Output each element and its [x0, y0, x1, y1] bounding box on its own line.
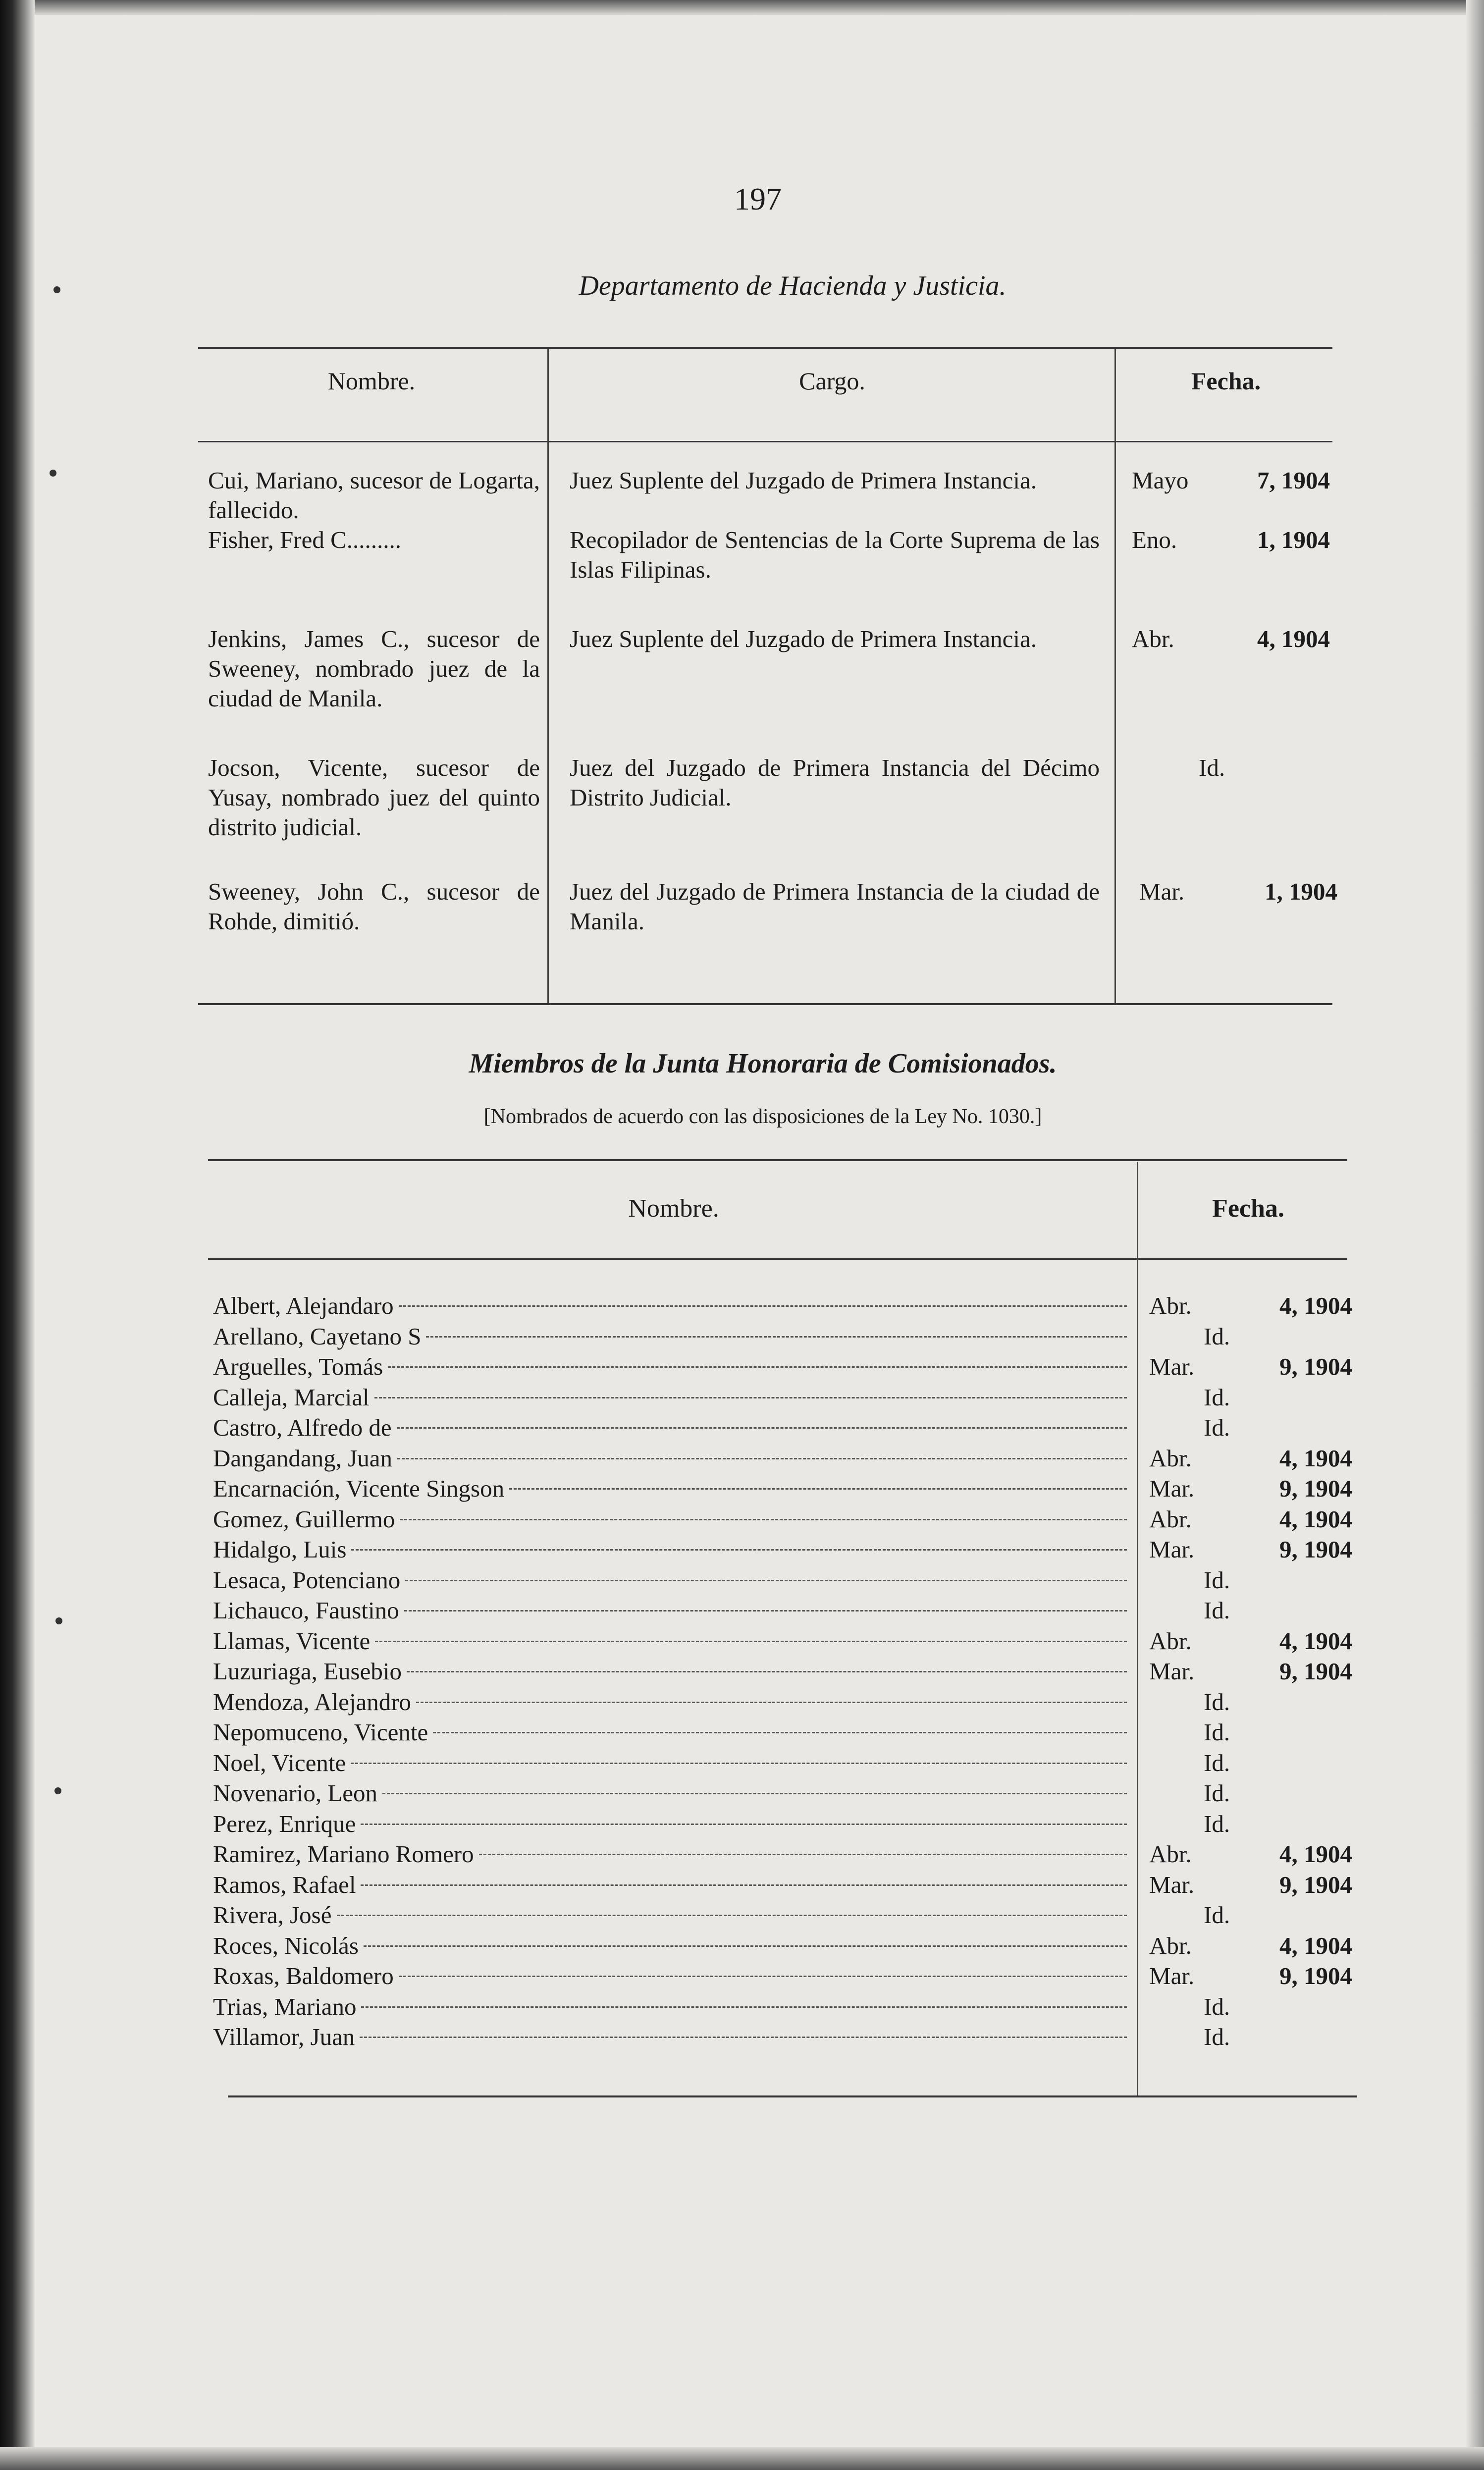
date-month: Id. — [1204, 1414, 1230, 1441]
dot-leader — [397, 1427, 1127, 1429]
member-name: Gomez, Guillermo — [213, 1505, 395, 1533]
table1-header-rule — [198, 441, 1332, 442]
table1-row-name: Sweeney, John C., sucesor de Rohde, dimitió. — [208, 878, 540, 935]
table1-row-position: Juez Suplente del Juzgado de Primera Instancia. — [570, 467, 1037, 494]
dot-leader — [405, 1580, 1127, 1581]
date-day-year: 4, 1904 — [1279, 1505, 1352, 1533]
table-row — [213, 1656, 1127, 1686]
date-month: Mar. — [1149, 1353, 1195, 1380]
member-name: Villamor, Juan — [213, 2023, 355, 2050]
table-row — [213, 1961, 1127, 1991]
date-month: Abr. — [1149, 1292, 1192, 1319]
table1-row-name: Jocson, Vicente, sucesor de Yusay, nombrado juez del quinto distrito judicial. — [208, 754, 540, 841]
table1-header-date: Fecha. — [1191, 367, 1261, 395]
date-day-year: 9, 1904 — [1279, 1353, 1352, 1380]
member-date — [1149, 1961, 1352, 1991]
table-row — [213, 1778, 1127, 1808]
page-number: 197 — [734, 181, 782, 216]
member-name: Rivera, José — [213, 1901, 332, 1929]
table1-row-month: Mar. — [1139, 878, 1185, 905]
dot-leader — [404, 1610, 1127, 1611]
member-date — [1149, 1504, 1352, 1534]
scan-edge-bottom — [0, 2447, 1484, 2470]
table1-row-day-year: 1, 1904 — [1265, 878, 1337, 905]
table-row — [213, 1626, 1127, 1656]
table1-row-position: Juez del Juzgado de Primera Instancia de la ciudad de Manila. — [570, 878, 1100, 935]
dot-leader — [361, 2006, 1127, 2008]
member-date — [1149, 1443, 1352, 1473]
table2-header-date: Fecha. — [1212, 1194, 1284, 1223]
member-name: Encarnación, Vicente Singson — [213, 1475, 505, 1502]
table-row — [213, 1534, 1127, 1564]
member-name: Ramirez, Mariano Romero — [213, 1840, 474, 1868]
date-day-year: 4, 1904 — [1279, 1445, 1352, 1472]
member-name: Novenario, Leon — [213, 1779, 377, 1807]
table1-row-day-year: 7, 1904 — [1257, 467, 1330, 494]
member-name: Arellano, Cayetano S — [213, 1323, 422, 1350]
table1-row-month: Abr. — [1132, 625, 1174, 652]
table-row — [213, 1565, 1127, 1595]
dot-leader — [382, 1793, 1127, 1794]
member-date — [1149, 2022, 1352, 2052]
date-month: Mar. — [1149, 1475, 1195, 1502]
table1-header-name: Nombre. — [327, 367, 416, 395]
date-month: Abr. — [1149, 1840, 1192, 1868]
dot-leader — [337, 1915, 1127, 1916]
date-month: Id. — [1204, 1779, 1230, 1807]
table-row — [213, 1595, 1127, 1625]
date-month: Abr. — [1149, 1445, 1192, 1472]
scan-edge-top — [0, 0, 1484, 15]
member-name: Llamas, Vicente — [213, 1627, 371, 1655]
dot-leader — [360, 2037, 1127, 2038]
date-month: Abr. — [1149, 1932, 1192, 1959]
dot-leader — [361, 1884, 1127, 1886]
member-name: Roces, Nicolás — [213, 1932, 359, 1959]
table-row — [213, 1809, 1127, 1839]
date-month: Abr. — [1149, 1505, 1192, 1533]
member-name: Nepomuceno, Vicente — [213, 1718, 428, 1746]
date-day-year: 9, 1904 — [1279, 1536, 1352, 1563]
date-month: Id. — [1204, 1688, 1230, 1716]
table-row — [213, 1870, 1127, 1900]
table-row — [213, 1412, 1127, 1443]
dot-leader — [351, 1763, 1127, 1764]
table-row — [213, 1382, 1127, 1412]
date-month: Mar. — [1149, 1962, 1195, 1989]
date-day-year: 4, 1904 — [1279, 1840, 1352, 1868]
table-row — [213, 2022, 1127, 2052]
member-date — [1149, 1656, 1352, 1686]
date-day-year: 4, 1904 — [1279, 1627, 1352, 1655]
date-month: Id. — [1204, 1993, 1230, 2020]
member-name: Calleja, Marcial — [213, 1384, 370, 1411]
table1-row-day-year: 1, 1904 — [1257, 526, 1330, 553]
date-day-year: 9, 1904 — [1279, 1658, 1352, 1685]
member-date — [1149, 1900, 1352, 1930]
member-name: Arguelles, Tomás — [213, 1353, 383, 1380]
member-name: Noel, Vicente — [213, 1749, 346, 1776]
scan-edge-right — [1466, 0, 1484, 2470]
date-day-year: 9, 1904 — [1279, 1962, 1352, 1989]
table-row — [213, 1290, 1127, 1321]
date-month: Id. — [1204, 1323, 1230, 1350]
member-name: Perez, Enrique — [213, 1810, 356, 1837]
section-title: Miembros de la Junta Honoraria de Comisionados. — [469, 1048, 1057, 1079]
table2-top-rule — [208, 1159, 1347, 1161]
member-name: Trias, Mariano — [213, 1993, 357, 2020]
member-date — [1149, 1534, 1352, 1564]
scan-mark — [54, 1787, 61, 1794]
table1-row-month: Eno. — [1132, 526, 1177, 553]
member-date — [1149, 1839, 1352, 1869]
member-name: Lesaca, Potenciano — [213, 1566, 401, 1594]
scan-mark — [55, 1617, 62, 1624]
scan-edge-left — [0, 0, 35, 2470]
table2-header-rule — [208, 1258, 1347, 1260]
table1-column-divider — [547, 349, 549, 1003]
member-name: Dangandang, Juan — [213, 1445, 392, 1472]
table-row — [213, 1900, 1127, 1930]
member-date — [1149, 1931, 1352, 1961]
member-name: Hidalgo, Luis — [213, 1536, 347, 1563]
table-row — [213, 1748, 1127, 1778]
date-day-year: 4, 1904 — [1279, 1292, 1352, 1319]
table-row — [213, 1473, 1127, 1503]
table-row — [213, 1931, 1127, 1961]
member-name: Lichauco, Faustino — [213, 1597, 399, 1624]
table-row — [213, 1321, 1127, 1351]
table-row — [213, 1443, 1127, 1473]
date-day-year: 4, 1904 — [1279, 1932, 1352, 1959]
table-row — [213, 1717, 1127, 1747]
dot-leader — [399, 1976, 1127, 1977]
table1-row-name: Fisher, Fred C......... — [208, 526, 402, 553]
table1-header-position: Cargo. — [799, 367, 865, 395]
date-month: Id. — [1204, 1718, 1230, 1746]
member-name: Castro, Alfredo de — [213, 1414, 392, 1441]
member-date — [1149, 1748, 1352, 1778]
table2-bottom-rule — [228, 2095, 1357, 2097]
date-month: Id. — [1204, 1597, 1230, 1624]
member-name: Ramos, Rafael — [213, 1871, 356, 1898]
date-month: Id. — [1204, 2023, 1230, 2050]
member-date — [1149, 1626, 1352, 1656]
member-date — [1149, 1412, 1352, 1443]
member-date — [1149, 1290, 1352, 1321]
date-month: Mar. — [1149, 1658, 1195, 1685]
member-date — [1149, 1687, 1352, 1717]
member-date — [1149, 1382, 1352, 1412]
table2-header-name: Nombre. — [628, 1194, 719, 1223]
table-row — [213, 1839, 1127, 1869]
table1-row-month: Mayo — [1132, 467, 1189, 494]
date-month: Id. — [1204, 1901, 1230, 1929]
dot-leader — [509, 1488, 1127, 1490]
dot-leader — [361, 1824, 1127, 1825]
member-date — [1149, 1991, 1352, 2022]
table2-column-divider — [1137, 1162, 1138, 2095]
table-row — [213, 1687, 1127, 1717]
department-title: Departamento de Hacienda y Justicia. — [579, 270, 1007, 301]
member-date — [1149, 1473, 1352, 1503]
table-row — [213, 1504, 1127, 1534]
date-month: Id. — [1204, 1566, 1230, 1594]
member-name: Mendoza, Alejandro — [213, 1688, 412, 1716]
member-date — [1149, 1321, 1352, 1351]
dot-leader — [375, 1641, 1127, 1642]
member-name: Albert, Alejandaro — [213, 1292, 394, 1319]
dot-leader — [374, 1397, 1127, 1398]
date-month: Id. — [1204, 1810, 1230, 1837]
dot-leader — [399, 1305, 1127, 1307]
date-month: Abr. — [1149, 1627, 1192, 1655]
dot-leader — [351, 1549, 1127, 1551]
dot-leader — [388, 1366, 1127, 1368]
scan-mark — [53, 286, 60, 293]
date-month: Mar. — [1149, 1536, 1195, 1563]
date-month: Id. — [1204, 1384, 1230, 1411]
dot-leader — [397, 1458, 1127, 1459]
table1-row-position: Recopilador de Sentencias de la Corte Suprema de las Islas Filipinas. — [570, 526, 1100, 583]
table1-row-position: Juez Suplente del Juzgado de Primera Instancia. — [570, 625, 1037, 652]
table1-row-position: Juez del Juzgado de Primera Instancia del Décimo Distrito Judicial. — [570, 754, 1100, 811]
dot-leader — [400, 1519, 1127, 1520]
member-date — [1149, 1870, 1352, 1900]
date-day-year: 9, 1904 — [1279, 1871, 1352, 1898]
table1-column-divider — [1114, 349, 1116, 1003]
member-date — [1149, 1351, 1352, 1382]
table1-top-rule — [198, 347, 1332, 349]
table1-bottom-rule — [198, 1003, 1332, 1005]
table1-row-day-year: 4, 1904 — [1257, 625, 1330, 652]
member-name: Roxas, Baldomero — [213, 1962, 394, 1989]
table-row — [213, 1991, 1127, 2022]
dot-leader — [416, 1702, 1127, 1703]
table1-row-name: Cui, Mariano, sucesor de Logarta, fallecido. — [208, 467, 540, 524]
table1-row-month: Id. — [1199, 754, 1225, 781]
dot-leader — [426, 1336, 1127, 1338]
member-date — [1149, 1809, 1352, 1839]
date-month: Mar. — [1149, 1871, 1195, 1898]
scan-mark — [50, 470, 56, 477]
member-date — [1149, 1778, 1352, 1808]
dot-leader — [407, 1671, 1127, 1672]
dot-leader — [364, 1945, 1127, 1947]
date-day-year: 9, 1904 — [1279, 1475, 1352, 1502]
dot-leader — [479, 1854, 1127, 1855]
member-date — [1149, 1595, 1352, 1625]
section-subtitle: [Nombrados de acuerdo con las disposiciones de la Ley No. 1030.] — [483, 1105, 1042, 1128]
date-month: Id. — [1204, 1749, 1230, 1776]
member-name: Luzuriaga, Eusebio — [213, 1658, 402, 1685]
table1-row-name: Jenkins, James C., sucesor de Sweeney, nombrado juez de la ciudad de Manila. — [208, 625, 540, 712]
dot-leader — [433, 1732, 1127, 1733]
table-row — [213, 1351, 1127, 1382]
member-date — [1149, 1717, 1352, 1747]
member-date — [1149, 1565, 1352, 1595]
